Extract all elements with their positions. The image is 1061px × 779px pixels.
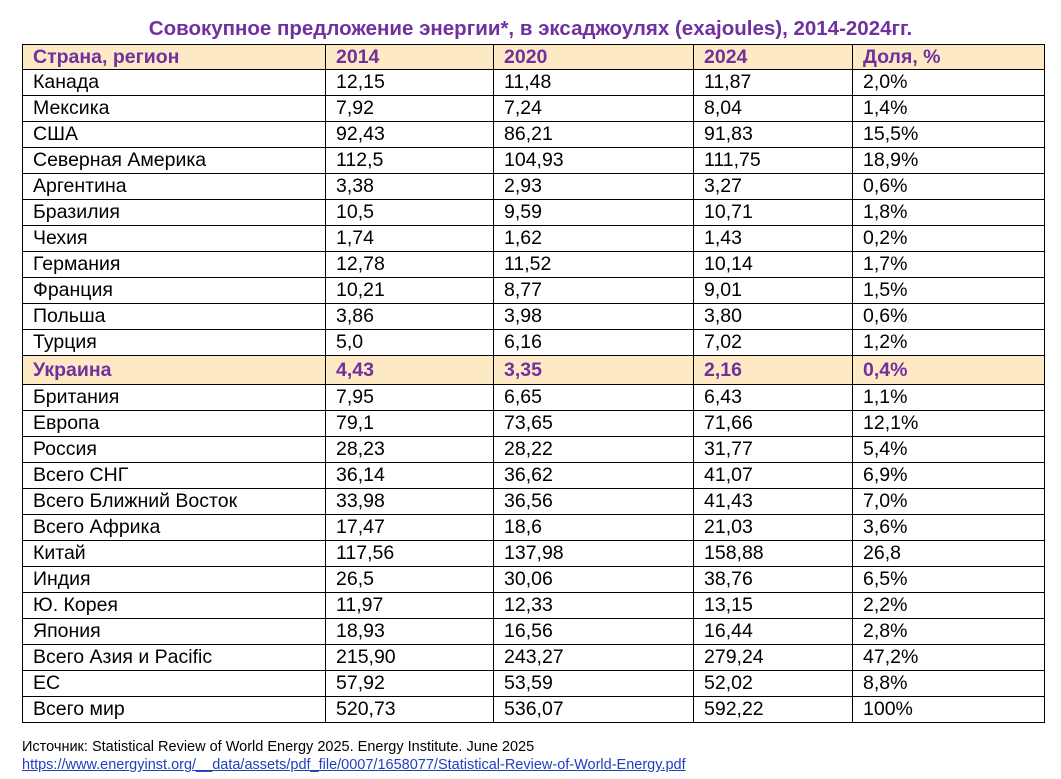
cell-2020: 3,35 xyxy=(494,356,694,385)
cell-2024: 10,71 xyxy=(694,200,853,226)
cell-country: Канада xyxy=(23,70,326,96)
table-row xyxy=(23,437,1045,463)
table-row xyxy=(23,226,1045,252)
cell-country: Япония xyxy=(23,619,326,645)
table-row xyxy=(23,330,1045,356)
cell-2014: 5,0 xyxy=(326,330,494,356)
cell-country: Бразилия xyxy=(23,200,326,226)
table-row xyxy=(23,200,1045,226)
table-row xyxy=(23,645,1045,671)
cell-2014: 10,21 xyxy=(326,278,494,304)
cell-country: Мексика xyxy=(23,96,326,122)
cell-share: 26,8 xyxy=(853,541,1045,567)
cell-2024: 592,22 xyxy=(694,697,853,723)
cell-2020: 3,98 xyxy=(494,304,694,330)
cell-2024: 16,44 xyxy=(694,619,853,645)
table-row xyxy=(23,541,1045,567)
cell-2024: 6,43 xyxy=(694,385,853,411)
cell-country: Польша xyxy=(23,304,326,330)
cell-share: 0,2% xyxy=(853,226,1045,252)
cell-2020: 137,98 xyxy=(494,541,694,567)
cell-country: Китай xyxy=(23,541,326,567)
source-note: Источник: Statistical Review of World Energy 2025. Energy Institute. June 2025 xyxy=(22,739,535,755)
table-row xyxy=(23,96,1045,122)
header-country: Страна, регион xyxy=(23,45,326,70)
cell-2024: 21,03 xyxy=(694,515,853,541)
cell-2014: 28,23 xyxy=(326,437,494,463)
cell-2024: 31,77 xyxy=(694,437,853,463)
cell-2024: 71,66 xyxy=(694,411,853,437)
cell-share: 100% xyxy=(853,697,1045,723)
cell-2014: 7,95 xyxy=(326,385,494,411)
cell-2020: 16,56 xyxy=(494,619,694,645)
table-row xyxy=(23,697,1045,723)
cell-share: 12,1% xyxy=(853,411,1045,437)
cell-country: Всего Ближний Восток xyxy=(23,489,326,515)
table-row xyxy=(23,70,1045,96)
cell-2014: 33,98 xyxy=(326,489,494,515)
table-row xyxy=(23,252,1045,278)
table-row xyxy=(23,174,1045,200)
table-row xyxy=(23,567,1045,593)
table-row xyxy=(23,304,1045,330)
cell-2014: 12,78 xyxy=(326,252,494,278)
cell-2020: 36,56 xyxy=(494,489,694,515)
cell-2024: 2,16 xyxy=(694,356,853,385)
cell-2020: 86,21 xyxy=(494,122,694,148)
table-row xyxy=(23,148,1045,174)
cell-2014: 17,47 xyxy=(326,515,494,541)
cell-share: 2,2% xyxy=(853,593,1045,619)
cell-2014: 10,5 xyxy=(326,200,494,226)
cell-share: 1,2% xyxy=(853,330,1045,356)
cell-2014: 3,86 xyxy=(326,304,494,330)
table-body xyxy=(23,70,1045,723)
cell-country: Британия xyxy=(23,385,326,411)
cell-2024: 3,27 xyxy=(694,174,853,200)
cell-2020: 104,93 xyxy=(494,148,694,174)
table-row xyxy=(23,515,1045,541)
cell-2020: 536,07 xyxy=(494,697,694,723)
table-header-row xyxy=(23,45,1045,70)
cell-2020: 9,59 xyxy=(494,200,694,226)
cell-share: 1,5% xyxy=(853,278,1045,304)
cell-2020: 28,22 xyxy=(494,437,694,463)
header-2024: 2024 xyxy=(694,45,853,70)
cell-2024: 91,83 xyxy=(694,122,853,148)
header-2014: 2014 xyxy=(326,45,494,70)
source-link[interactable]: https://www.energyinst.org/__data/assets/pdf_file/0007/1658077/Statistical-Review-of-World-Energy.pdf xyxy=(22,757,686,773)
cell-share: 47,2% xyxy=(853,645,1045,671)
cell-2020: 11,52 xyxy=(494,252,694,278)
cell-2024: 13,15 xyxy=(694,593,853,619)
cell-2014: 12,15 xyxy=(326,70,494,96)
cell-2020: 36,62 xyxy=(494,463,694,489)
cell-country: Всего Азия и Pacific xyxy=(23,645,326,671)
cell-2020: 6,65 xyxy=(494,385,694,411)
cell-2020: 12,33 xyxy=(494,593,694,619)
cell-2014: 79,1 xyxy=(326,411,494,437)
table-row xyxy=(23,385,1045,411)
cell-share: 0,4% xyxy=(853,356,1045,385)
cell-2014: 26,5 xyxy=(326,567,494,593)
page-title: Совокупное предложение энергии*, в эксаджоулях (exajoules), 2014-2024гг. xyxy=(148,17,913,40)
cell-country: Ю. Корея xyxy=(23,593,326,619)
cell-2020: 1,62 xyxy=(494,226,694,252)
cell-2014: 36,14 xyxy=(326,463,494,489)
cell-2014: 4,43 xyxy=(326,356,494,385)
cell-share: 0,6% xyxy=(853,304,1045,330)
cell-2014: 57,92 xyxy=(326,671,494,697)
cell-share: 18,9% xyxy=(853,148,1045,174)
cell-country: ЕС xyxy=(23,671,326,697)
table-row xyxy=(23,411,1045,437)
cell-2020: 18,6 xyxy=(494,515,694,541)
cell-share: 0,6% xyxy=(853,174,1045,200)
table-row xyxy=(23,671,1045,697)
cell-2014: 215,90 xyxy=(326,645,494,671)
table-row xyxy=(23,489,1045,515)
cell-2024: 158,88 xyxy=(694,541,853,567)
cell-2020: 6,16 xyxy=(494,330,694,356)
cell-2024: 38,76 xyxy=(694,567,853,593)
cell-2020: 8,77 xyxy=(494,278,694,304)
cell-country: Украина xyxy=(23,356,326,385)
cell-2024: 41,43 xyxy=(694,489,853,515)
cell-2024: 3,80 xyxy=(694,304,853,330)
cell-2024: 52,02 xyxy=(694,671,853,697)
cell-country: Россия xyxy=(23,437,326,463)
cell-share: 1,1% xyxy=(853,385,1045,411)
cell-2020: 2,93 xyxy=(494,174,694,200)
energy-table xyxy=(22,44,1045,723)
cell-country: Чехия xyxy=(23,226,326,252)
cell-share: 6,5% xyxy=(853,567,1045,593)
cell-2020: 11,48 xyxy=(494,70,694,96)
cell-2024: 9,01 xyxy=(694,278,853,304)
cell-share: 2,8% xyxy=(853,619,1045,645)
cell-2014: 3,38 xyxy=(326,174,494,200)
header-2020: 2020 xyxy=(494,45,694,70)
cell-share: 7,0% xyxy=(853,489,1045,515)
cell-country: Германия xyxy=(23,252,326,278)
cell-country: Всего СНГ xyxy=(23,463,326,489)
cell-2014: 117,56 xyxy=(326,541,494,567)
cell-country: Индия xyxy=(23,567,326,593)
cell-share: 15,5% xyxy=(853,122,1045,148)
cell-share: 2,0% xyxy=(853,70,1045,96)
cell-country: Аргентина xyxy=(23,174,326,200)
cell-2014: 1,74 xyxy=(326,226,494,252)
cell-2014: 520,73 xyxy=(326,697,494,723)
cell-country: Всего Африка xyxy=(23,515,326,541)
cell-2014: 92,43 xyxy=(326,122,494,148)
table-row xyxy=(23,593,1045,619)
table-row xyxy=(23,356,1045,385)
cell-share: 1,4% xyxy=(853,96,1045,122)
cell-country: Всего мир xyxy=(23,697,326,723)
cell-2024: 11,87 xyxy=(694,70,853,96)
table-row xyxy=(23,619,1045,645)
cell-2014: 7,92 xyxy=(326,96,494,122)
cell-2014: 18,93 xyxy=(326,619,494,645)
cell-2020: 30,06 xyxy=(494,567,694,593)
cell-2024: 8,04 xyxy=(694,96,853,122)
cell-2024: 111,75 xyxy=(694,148,853,174)
table-row xyxy=(23,278,1045,304)
cell-2024: 1,43 xyxy=(694,226,853,252)
cell-country: США xyxy=(23,122,326,148)
cell-country: Европа xyxy=(23,411,326,437)
cell-share: 1,8% xyxy=(853,200,1045,226)
cell-2024: 279,24 xyxy=(694,645,853,671)
cell-share: 5,4% xyxy=(853,437,1045,463)
header-share: Доля, % xyxy=(853,45,1045,70)
cell-share: 8,8% xyxy=(853,671,1045,697)
cell-2020: 243,27 xyxy=(494,645,694,671)
cell-share: 6,9% xyxy=(853,463,1045,489)
cell-2020: 53,59 xyxy=(494,671,694,697)
cell-country: Франция xyxy=(23,278,326,304)
cell-country: Турция xyxy=(23,330,326,356)
cell-2014: 112,5 xyxy=(326,148,494,174)
table-row xyxy=(23,463,1045,489)
cell-2024: 41,07 xyxy=(694,463,853,489)
cell-country: Северная Америка xyxy=(23,148,326,174)
cell-share: 3,6% xyxy=(853,515,1045,541)
cell-2020: 73,65 xyxy=(494,411,694,437)
cell-2024: 7,02 xyxy=(694,330,853,356)
cell-share: 1,7% xyxy=(853,252,1045,278)
cell-2024: 10,14 xyxy=(694,252,853,278)
cell-2014: 11,97 xyxy=(326,593,494,619)
table-row xyxy=(23,122,1045,148)
cell-2020: 7,24 xyxy=(494,96,694,122)
